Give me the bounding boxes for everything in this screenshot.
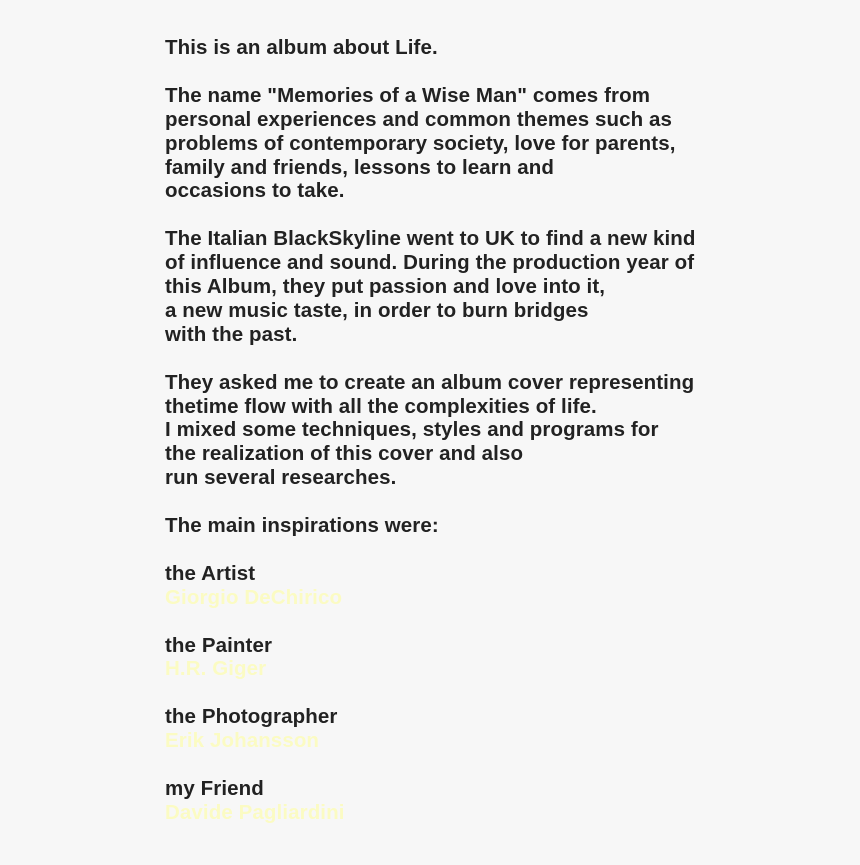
inspiration-name-link[interactable]: H.R. Giger (165, 657, 267, 681)
paragraph-line: occasions to take. (165, 179, 345, 203)
name-origin-paragraph (165, 84, 725, 204)
paragraph-line: run several researches. (165, 466, 397, 490)
intro-text: This is an album about Life. (165, 36, 438, 59)
paragraph-line: The name "Memories of a Wise Man" comes from (165, 83, 651, 107)
paragraph-line: the realization of this cover and also (165, 442, 524, 466)
paragraph-line: The Italian BlackSkyline went to UK to find a new kind (165, 227, 696, 251)
inspirations-heading-block (165, 514, 725, 538)
paragraph-line: I mixed some techniques, styles and programs for (165, 418, 659, 442)
paragraph-line: this Album, they put passion and love into it, (165, 275, 606, 299)
inspiration-name-link[interactable]: Davide Pagliardini (165, 800, 345, 824)
paragraph-line: problems of contemporary society, love for parents, (165, 131, 676, 155)
paragraph-line: with the past. (165, 322, 298, 346)
inspirations-heading: The main inspirations were: (165, 514, 439, 538)
paragraph-line: personal experiences and common themes such as (165, 107, 673, 131)
inspiration-role: the Artist (165, 561, 256, 585)
inspiration-item (165, 705, 725, 753)
inspiration-item (165, 562, 725, 610)
intro-paragraph (165, 36, 725, 60)
cover-paragraph (165, 371, 725, 491)
album-description (165, 36, 725, 849)
inspiration-item (165, 634, 725, 682)
inspiration-role: the Painter (165, 633, 273, 657)
inspiration-role: my Friend (165, 776, 264, 800)
paragraph-line: of influence and sound. During the production year of (165, 251, 695, 275)
inspiration-role: the Photographer (165, 705, 338, 729)
paragraph-line: thetime flow with all the complexities of life. (165, 394, 597, 418)
paragraph-line: family and friends, lessons to learn and (165, 155, 555, 179)
inspiration-name-link[interactable]: Erik Johansson (165, 729, 320, 753)
band-paragraph (165, 227, 725, 347)
paragraph-line: a new music taste, in order to burn bridges (165, 298, 589, 322)
paragraph-line: They asked me to create an album cover representing (165, 370, 695, 394)
inspiration-name-link[interactable]: Giorgio DeChirico (165, 585, 343, 609)
inspiration-item (165, 777, 725, 825)
